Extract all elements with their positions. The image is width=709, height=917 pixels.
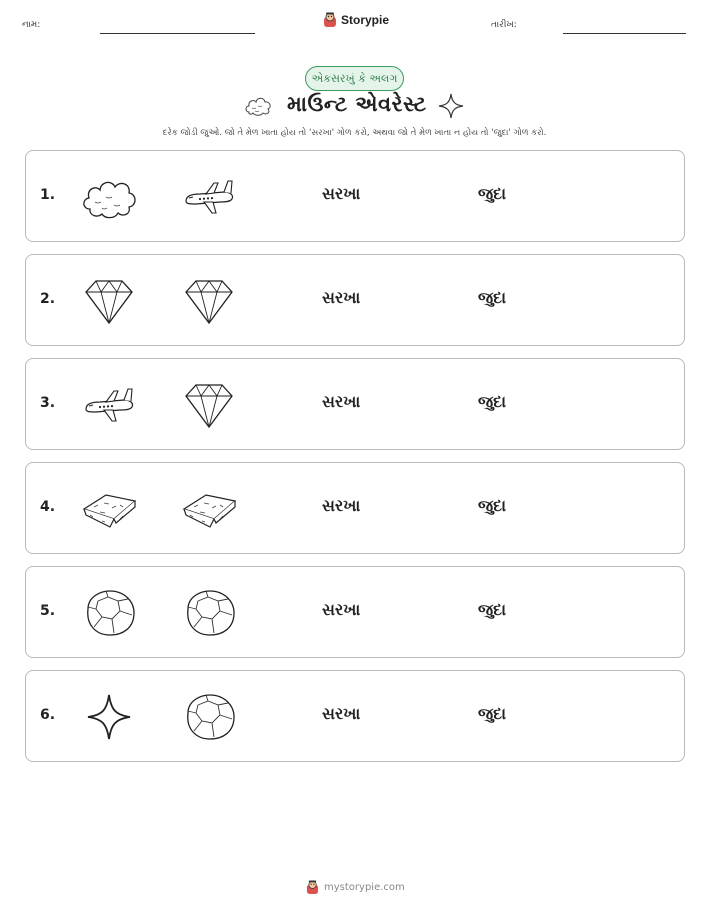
boulder-icon [180,689,238,745]
diamond-icon [180,377,238,433]
option-different[interactable]: જુદા [478,288,507,307]
question-number: 4. [40,499,56,515]
sparkle-icon [80,689,138,745]
option-same[interactable]: સરખા [322,184,361,203]
boulder-icon [80,585,138,641]
question-row [25,670,685,762]
option-different[interactable]: જુદા [478,496,507,515]
airplane-icon [180,169,238,225]
footer-site-link[interactable]: mystorypie.com [324,882,405,893]
worksheet-type-badge: એકસરખું કે અલગ [305,66,404,91]
cloud-icon [80,169,138,225]
page-title: માઉન્ટ એવરેસ્ટ [287,92,427,116]
question-number: 1. [40,187,56,203]
question-row [25,462,685,554]
airplane-icon [80,377,138,433]
date-input-line[interactable] [563,33,686,34]
option-different[interactable]: જુદા [478,704,507,723]
footer [306,880,405,895]
option-same[interactable]: સરખા [322,496,361,515]
sparkle-icon [438,93,464,119]
option-different[interactable]: જુદા [478,184,507,203]
question-row [25,254,685,346]
option-different[interactable]: જુદા [478,392,507,411]
question-row [25,150,685,242]
storypie-logo-icon [323,12,337,28]
date-label: તારીખ: [491,20,517,30]
diamond-icon [180,273,238,329]
storypie-logo-icon [306,880,319,895]
question-number: 6. [40,707,56,723]
name-label: નામ: [22,20,41,30]
option-different[interactable]: જુદા [478,600,507,619]
question-number: 5. [40,603,56,619]
rock-slab-icon [80,481,138,537]
brand-name: Storypie [341,13,390,27]
diamond-icon [80,273,138,329]
brand [323,12,389,28]
option-same[interactable]: સરખા [322,704,361,723]
option-same[interactable]: સરખા [322,392,361,411]
instructions: દરેક જોડી જુઓ. જો તે મેળ ખાતા હોય તો 'સરખા' ગોળ કરો, અથવા જો તે મેળ ખાતા ન હોય તો 'જુદા' ગોળ કરો. [162,128,547,138]
title-row [0,90,709,122]
question-row [25,358,685,450]
question-number: 2. [40,291,56,307]
option-same[interactable]: સરખા [322,600,361,619]
question-number: 3. [40,395,56,411]
option-same[interactable]: સરખા [322,288,361,307]
name-input-line[interactable] [100,33,255,34]
cloud-icon [243,94,273,118]
boulder-icon [180,585,238,641]
rock-slab-icon [180,481,238,537]
question-row [25,566,685,658]
